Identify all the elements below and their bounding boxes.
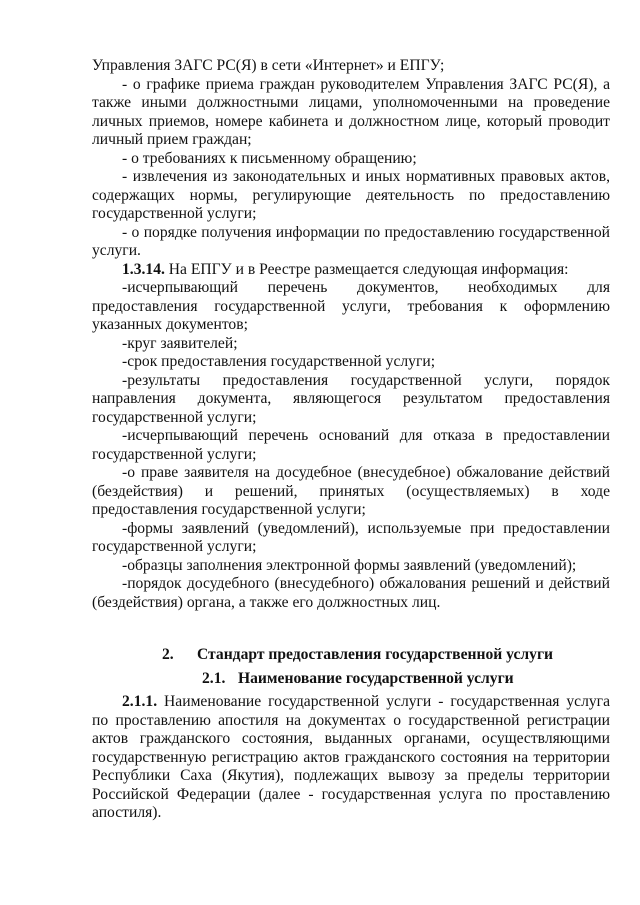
- list-item-results: -результаты предоставления государственной услуги, порядок направления документа, являющегося результатом предоставления государственной услуги;: [92, 371, 610, 426]
- paragraph-continuation: Управления ЗАГС РС(Я) в сети «Интернет» и ЕПГУ;: [92, 57, 445, 74]
- paragraph-2-1-1: [92, 693, 610, 823]
- subsection-number: 2.1.: [202, 670, 226, 687]
- subsection-title: Наименование государственной услуги: [238, 670, 514, 687]
- paragraph-legal-extracts: - извлечения из законодательных и иных нормативных правовых актов, содержащих нормы, регулирующие деятельность по предоставлению государственной услуги;: [92, 168, 610, 222]
- list-item-forms: -формы заявлений (уведомлений), используемые при предоставлении государственной услуги;: [92, 519, 610, 555]
- service-name-section: [92, 693, 610, 823]
- list-item-applicants: -круг заявителей;: [122, 334, 238, 352]
- clause-number: 1.3.14.: [122, 260, 165, 278]
- paragraph-written-appeal: - о требованиях к письменному обращению;: [122, 149, 417, 167]
- information-list: [92, 57, 610, 612]
- section-title: Стандарт предоставления государственной услуги: [197, 646, 554, 663]
- paragraph-1-3-14: [92, 261, 610, 280]
- list-item-refusal-grounds: -исчерпывающий перечень оснований для отказа в предоставлении государственной услуги;: [92, 427, 610, 463]
- clause-text: Наименование государственной услуги - государственная услуга по проставлению апостиля на документах о государственной регистрации актов гражданского состояния, выданных органами, осуществляющими государственную регистрацию актов гражданского состояния на территории Республики Саха (Якутия), подлежащих вывозу за пределы территории Российской Федерации (далее - государственная услуга по проставлению апостиля).: [92, 693, 610, 821]
- list-item-appeal-procedure: -порядок досудебного (внесудебного) обжалования решений и действий (бездействия) органа, а также его должностных лиц.: [92, 575, 610, 611]
- clause-number: 2.1.1.: [122, 693, 158, 710]
- paragraph-reception-schedule: - о графике приема граждан руководителем Управления ЗАГС РС(Я), а также иными должностными лицами, уполномоченными на проведение личных приемов, номере кабинета и должностном лице, который проводит личный прием граждан;: [92, 75, 610, 148]
- list-item-appeal-right: -о праве заявителя на досудебное (внесудебное) обжалование действий (бездействия) и решений, принятых (осуществляемых) в ходе предоставления государственной услуги;: [92, 464, 610, 518]
- list-item-deadline: -срок предоставления государственной услуги;: [122, 353, 436, 370]
- paragraph-info-procedure: - о порядке получения информации по предоставлению государственной услуги.: [92, 223, 610, 259]
- clause-text: На ЕПГУ и в Реестре размещается следующая информация:: [164, 260, 569, 278]
- section-number: 2.: [162, 646, 174, 663]
- list-item-samples: -образцы заполнения электронной формы заявлений (уведомлений);: [122, 556, 577, 574]
- list-item-documents: -исчерпывающий перечень документов, необходимых для предоставления государственной услуги, требования к оформлению указанных документов;: [92, 279, 610, 333]
